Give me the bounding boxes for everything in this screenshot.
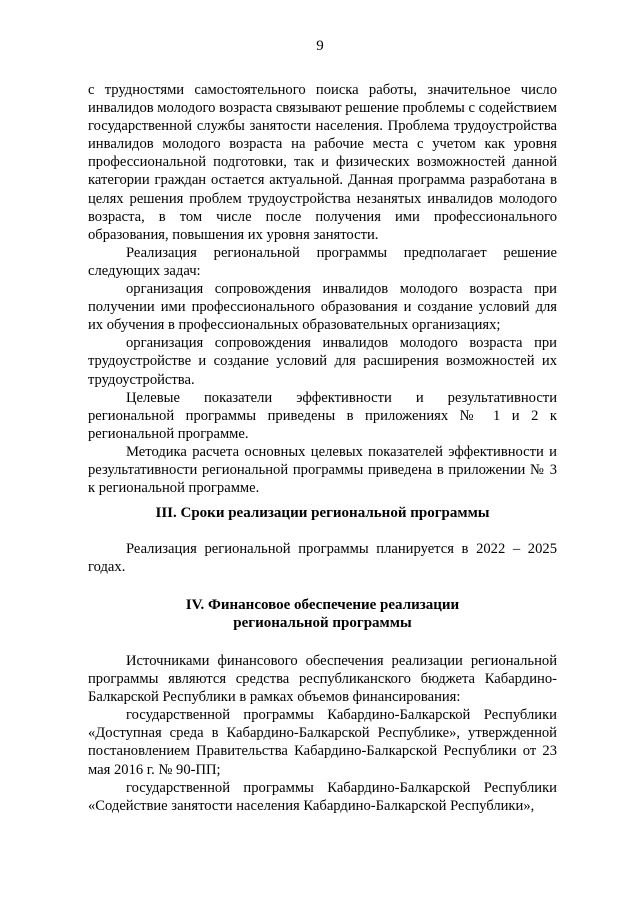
- paragraph: Методика расчета основных целевых показателей эффективности и результативности региональной программы приведена в приложении № 3 к региональной программе.: [88, 443, 557, 497]
- paragraph: Реализация региональной программы планируется в 2022 – 2025 годах.: [88, 541, 557, 576]
- page-number: 9: [316, 38, 324, 54]
- paragraph: государственной программы Кабардино-Балкарской Республики «Содействие занятости населения Кабардино-Балкарской Республики»,: [88, 779, 557, 814]
- paragraph: организация сопровождения инвалидов молодого возраста при получении ими профессионального образования и создание условий для их обучения в профессиональных образовательных организациях;: [88, 281, 557, 334]
- paragraph: с трудностями самостоятельного поиска работы, значительное число инвалидов молодого возраста связывают решение проблемы с содействием государственной службы занятости населения. Проблема трудоустройства инвалидов молодого возраста на рабочие места с учетом как уровня профессиональной подготовки, так и физических возможностей данной категории граждан остается актуальной. Данная программа разработана в целях решения проблем трудоустройства незанятых инвалидов молодого возраста, в том числе после получения ими профессионального образования, повышения их уровня занятости.: [88, 82, 557, 243]
- heading-line: IV. Финансовое обеспечение реализации: [185, 597, 460, 613]
- section-heading-4: [88, 596, 557, 632]
- paragraph: государственной программы Кабардино-Балкарской Республики «Доступная среда в Кабардино-Балкарской Республике», утвержденной постановлением Правительства Кабардино-Балкарской Республики от 23 мая 2016 г. № 90-ПП;: [88, 707, 557, 778]
- section-heading-3: III. Сроки реализации региональной программы: [155, 505, 490, 521]
- body-text-section-2: [88, 81, 557, 497]
- body-text-section-3: [88, 540, 557, 576]
- paragraph: организация сопровождения инвалидов молодого возраста при трудоустройстве и создание условий для расширения возможностей их трудоустройства.: [88, 335, 557, 388]
- heading-line: региональной программы: [233, 615, 412, 631]
- body-text-section-4: [88, 652, 557, 815]
- paragraph: Источниками финансового обеспечения реализации региональной программы являются средства республиканского бюджета Кабардино-Балкарской Республики в рамках объемов финансирования:: [88, 653, 557, 706]
- paragraph: Целевые показатели эффективности и результативности региональной программы приведены в приложениях № 1 и 2 к региональной программе.: [88, 389, 557, 442]
- paragraph: Реализация региональной программы предполагает решение следующих задач:: [88, 244, 557, 279]
